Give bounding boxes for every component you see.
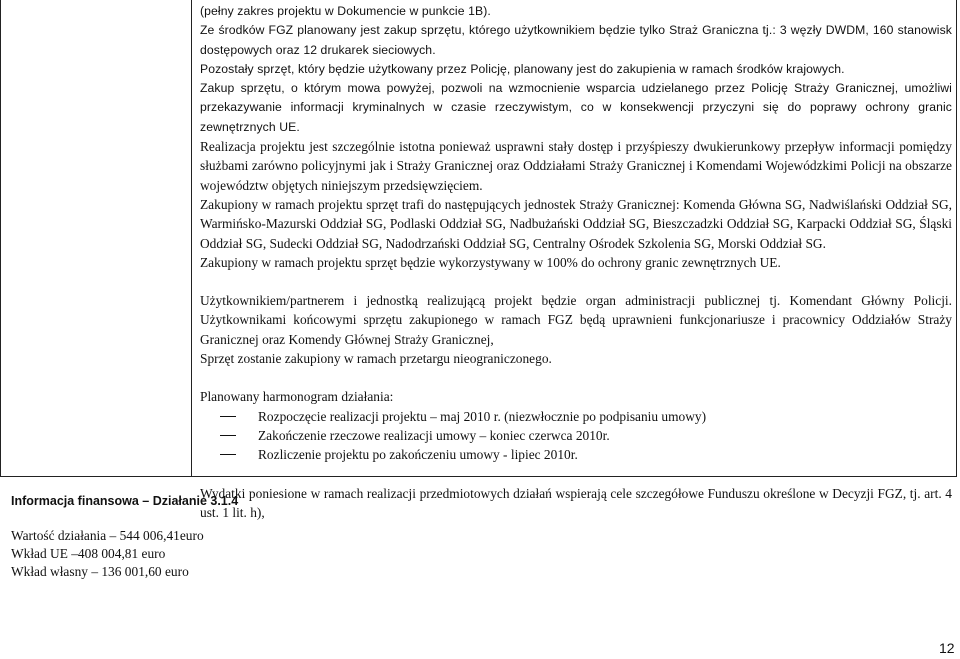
- paragraph-recipient-units: Zakupiony w ramach projektu sprzęt trafi do następujących jednostek Straży Granicznej: Komenda Główna SG, Nadwiślański Oddział SG, Warmińsko-Mazurski Oddział SG, Podlaski Oddział SG, Nadbużański Oddział SG, Bieszczadzki Oddział SG, Karpacki Oddział SG, Śląski Oddział SG, Sudecki Oddział SG, Nadodrzański Oddział SG, Centralny Ośrodek Szkolenia SG, Morski Oddział SG.: [200, 196, 952, 251]
- schedule-item-text: Rozpoczęcie realizacji projektu – maj 2010 r. (niezwłocznie po podpisaniu umowy): [258, 408, 707, 424]
- paragraph-purchase-benefits: Zakup sprzętu, o którym mowa powyżej, pozwoli na wzmocnienie wsparcia udzielanego przez Policję Straży Granicznej, umożliwi przekazywanie informacji kryminalnych w czasie rzeczywistym, co w konsekwencji przyczyni się do poprawy ochrony granic zewnętrznych UE.: [200, 81, 952, 134]
- paragraph-users-partners: Użytkownikiem/partnerem i jednostką realizującą projekt będzie organ administracji publicznej tj. Komendant Główny Policji. Użytkownikami końcowymi sprzętu zakupionego w ramach FGZ będą uprawnieni funkcjonariusze i pracownicy Oddziałów Straży Granicznej oraz Komendy Głównej Straży Granicznej,: [200, 293, 952, 347]
- page-number: 12: [939, 640, 955, 656]
- dash-bullet-icon: [220, 454, 236, 455]
- financial-eu-contribution: Wkład UE –408 004,81 euro: [11, 546, 166, 561]
- dash-bullet-icon: [220, 416, 236, 417]
- description-cell: [200, 2, 952, 522]
- financial-total-value: Wartość działania – 544 006,41euro: [11, 528, 204, 543]
- paragraph-scope-reference: (pełny zakres projektu w Dokumencie w punkcie 1B).: [200, 4, 491, 18]
- schedule-item: [200, 445, 952, 464]
- schedule-title: Planowany harmonogram działania:: [200, 389, 394, 405]
- paragraph-usage-percentage: Zakupiony w ramach projektu sprzęt będzie wykorzystywany w 100% do ochrony granic zewnętrznych UE.: [200, 254, 781, 270]
- column-divider: [191, 0, 192, 477]
- financial-info-block: [11, 527, 204, 581]
- paragraph-tender: Sprzęt zostanie zakupiony w ramach przetargu nieograniczonego.: [200, 351, 552, 367]
- paragraph-fgz-purchase: Ze środków FGZ planowany jest zakup sprzętu, którego użytkownikiem będzie tylko Straż Graniczna tj.: 3 węzły DWDM, 160 stanowisk dostępowych oraz 12 drukarek sieciowych.: [200, 23, 952, 57]
- schedule-list: [200, 407, 952, 465]
- schedule-item-text: Zakończenie rzeczowe realizacji umowy – koniec czerwca 2010r.: [258, 427, 610, 443]
- paragraph-expenses: Wydatki poniesione w ramach realizacji przedmiotowych działań wspierają cele szczegółowe Funduszu określone w Decyzji FGZ, tj. art. 4 ust. 1 lit. h),: [200, 485, 952, 520]
- schedule-item: [200, 407, 952, 426]
- schedule-item: [200, 426, 952, 445]
- paragraph-project-importance: Realizacja projektu jest szczególnie istotna ponieważ usprawni stały dostęp i przyśpieszy dwukierunkowy przepływ informacji pomiędzy służbami zarówno policyjnymi jak i Straży Granicznej oraz Oddziałami Straży Granicznej i Komendami Wojewódzkimi Policji na obszarze województw objętych niniejszym przedsięwzięciem.: [200, 139, 952, 193]
- financial-own-contribution: Wkład własny – 136 001,60 euro: [11, 564, 189, 579]
- paragraph-police-equipment: Pozostały sprzęt, który będzie użytkowany przez Policję, planowany jest do zakupienia w ramach środków krajowych.: [200, 61, 845, 76]
- financial-info-heading: Informacja finansowa – Działanie 3.1.4: [11, 494, 239, 508]
- schedule-item-text: Rozliczenie projektu po zakończeniu umowy - lipiec 2010r.: [258, 447, 578, 463]
- dash-bullet-icon: [220, 435, 236, 436]
